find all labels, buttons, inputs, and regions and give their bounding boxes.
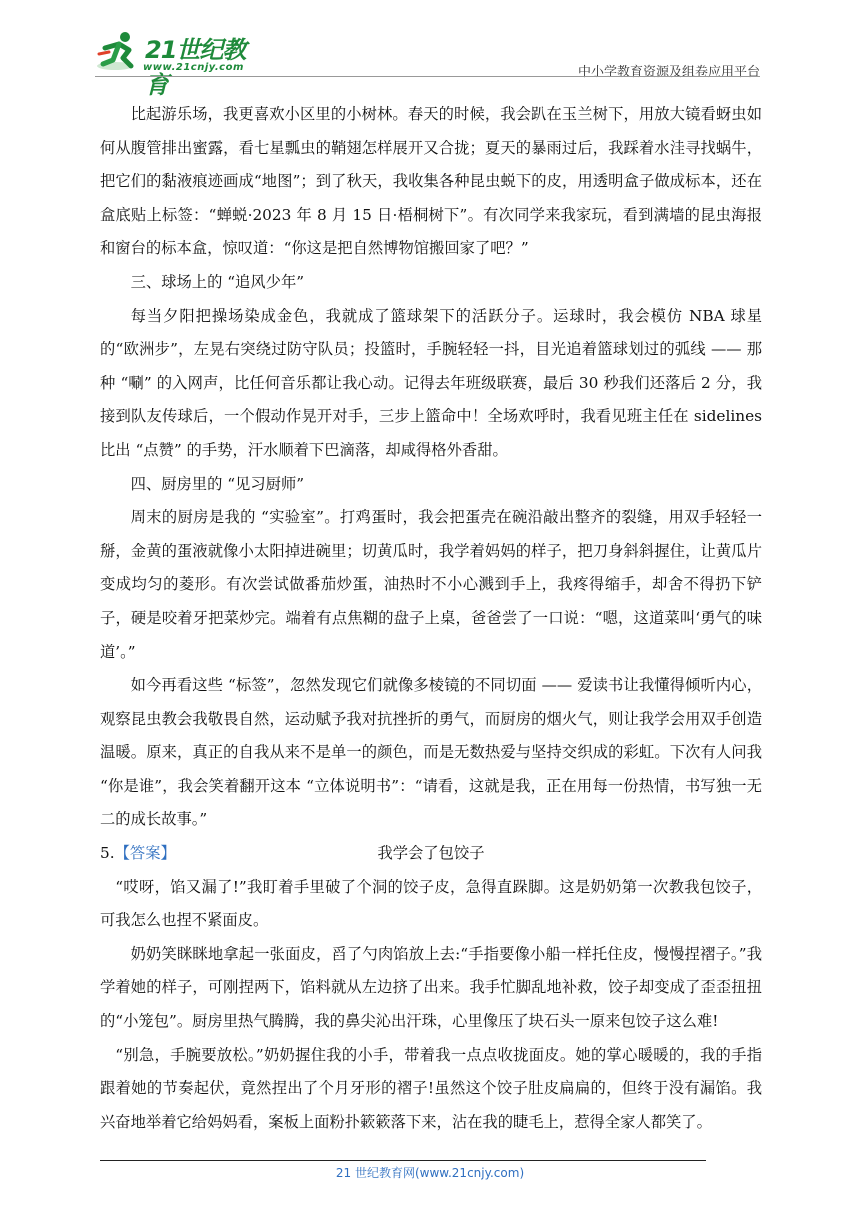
page-footer[interactable]: 21 世纪教育网(www.21cnjy.com) <box>335 1166 525 1180</box>
site-logo[interactable] <box>95 28 265 99</box>
page-header <box>95 28 760 99</box>
logo-url: www.21cnjy.com <box>143 62 244 73</box>
essay-title: 我学会了包饺子 <box>377 844 485 863</box>
section-heading-kitchen: 四、厨房里的 “见习厨师” <box>130 474 305 493</box>
section-heading-basketball: 三、球场上的 “追风少年” <box>130 272 305 291</box>
answer-tag: 【答案】 <box>114 844 176 863</box>
footer-divider <box>100 1160 706 1161</box>
essay-paragraph-3: “别急，手腕要放松。”奶奶握住我的小手，带着我一点点收拢面皮。她的掌心暖暖的，我的手指跟着她的节奏起伏，竟然捏出了个月牙形的褶子!虽然这个饺子肚皮扁扁的，但终于没有漏馅。我兴奋地举着它给妈妈看，案板上面粉扑簌簌落下来，沾在我的睫毛上，惹得全家人都笑了。 <box>100 1045 762 1131</box>
logo-text: 21世纪教育 <box>145 36 246 99</box>
header-tagline: 中小学教育资源及组卷应用平台 <box>577 65 760 80</box>
paragraph-conclusion: 如今再看这些 “标签”，忽然发现它们就像多棱镜的不同切面 —— 爱读书让我懂得倾听内心，观察昆虫教会我敬畏自然，运动赋予我对抗挫折的勇气，而厨房的烟火气，则让我学会用双手创造温暖。原来，真正的自我从来不是单一的颜色，而是无数热爱与坚持交织成的彩虹。下次有人问我 “你是谁”，我会笑着翻开这本 “立体说明书”：“请看，这就是我，正在用每一份热情，书写独一无二的成长故事。” <box>100 676 762 829</box>
question-number: 5. <box>100 844 115 863</box>
answer-heading <box>100 837 762 871</box>
paragraph-basketball: 每当夕阳把操场染成金色，我就成了篮球架下的活跃分子。运球时，我会模仿 NBA 球星的“欧洲步”，左晃右突绕过防守队员；投篮时，手腕轻轻一抖，目光追着篮球划过的弧线 —— 那种 “唰” 的入网声，比任何音乐都让我心动。记得去年班级联赛，最后 30 秒我们还落后 2 分，我接到队友传球后，一个假动作晃开对手，三步上篮命中！全场欢呼时，我看见班主任在 sidelines 比出 “点赞” 的手势，汗水顺着下巴滴落，却咸得格外香甜。 <box>100 306 762 459</box>
essay-paragraph-2: 奶奶笑眯眯地拿起一张面皮，舀了勺肉馅放上去:“手指要像小船一样托住皮，慢慢捏褶子。”我学着她的样子，可刚捏两下，馅料就从左边挤了出来。我手忙脚乱地补救，饺子却变成了歪歪扭扭的“小笼包”。厨房里热气腾腾，我的鼻尖沁出汗珠，心里像压了块石头一原来包饺子这么难! <box>100 944 762 1031</box>
paragraph-kitchen: 周末的厨房是我的 “实验室”。打鸡蛋时，我会把蛋壳在碗沿敲出整齐的裂缝，用双手轻轻一掰，金黄的蛋液就像小太阳掉进碗里；切黄瓜时，我学着妈妈的样子，把刀身斜斜握住，让黄瓜片变成均匀的菱形。有次尝试做番茄炒蛋，油热时不小心溅到手上，我疼得缩手，却舍不得扔下铲子，硬是咬着牙把菜炒完。端着有点焦糊的盘子上桌，爸爸尝了一口说：“嗯，这道菜叫‘勇气的味道’。” <box>100 508 762 661</box>
essay-paragraph-1: “哎呀，馅又漏了!”我盯着手里破了个洞的饺子皮，急得直跺脚。这是奶奶第一次教我包饺子，可我怎么也捏不紧面皮。 <box>100 877 762 930</box>
document-body <box>100 98 762 1139</box>
paragraph-insects: 比起游乐场，我更喜欢小区里的小树林。春天的时候，我会趴在玉兰树下，用放大镜看蚜虫如何从腹管排出蜜露，看七星瓢虫的鞘翅怎样展开又合拢；夏天的暴雨过后，我踩着水洼寻找蜗牛，把它们的黏液痕迹画成“地图”；到了秋天，我收集各种昆虫蜕下的皮，用透明盒子做成标本，还在盒底贴上标签：“蝉蜕·2023 年 8 月 15 日·梧桐树下”。有次同学来我家玩，看到满墙的昆虫海报和窗台的标本盒，惊叹道：“你这是把自然博物馆搬回家了吧？” <box>100 105 762 258</box>
answer-label <box>100 837 176 871</box>
header-divider <box>95 76 760 77</box>
runner-icon <box>95 30 143 74</box>
